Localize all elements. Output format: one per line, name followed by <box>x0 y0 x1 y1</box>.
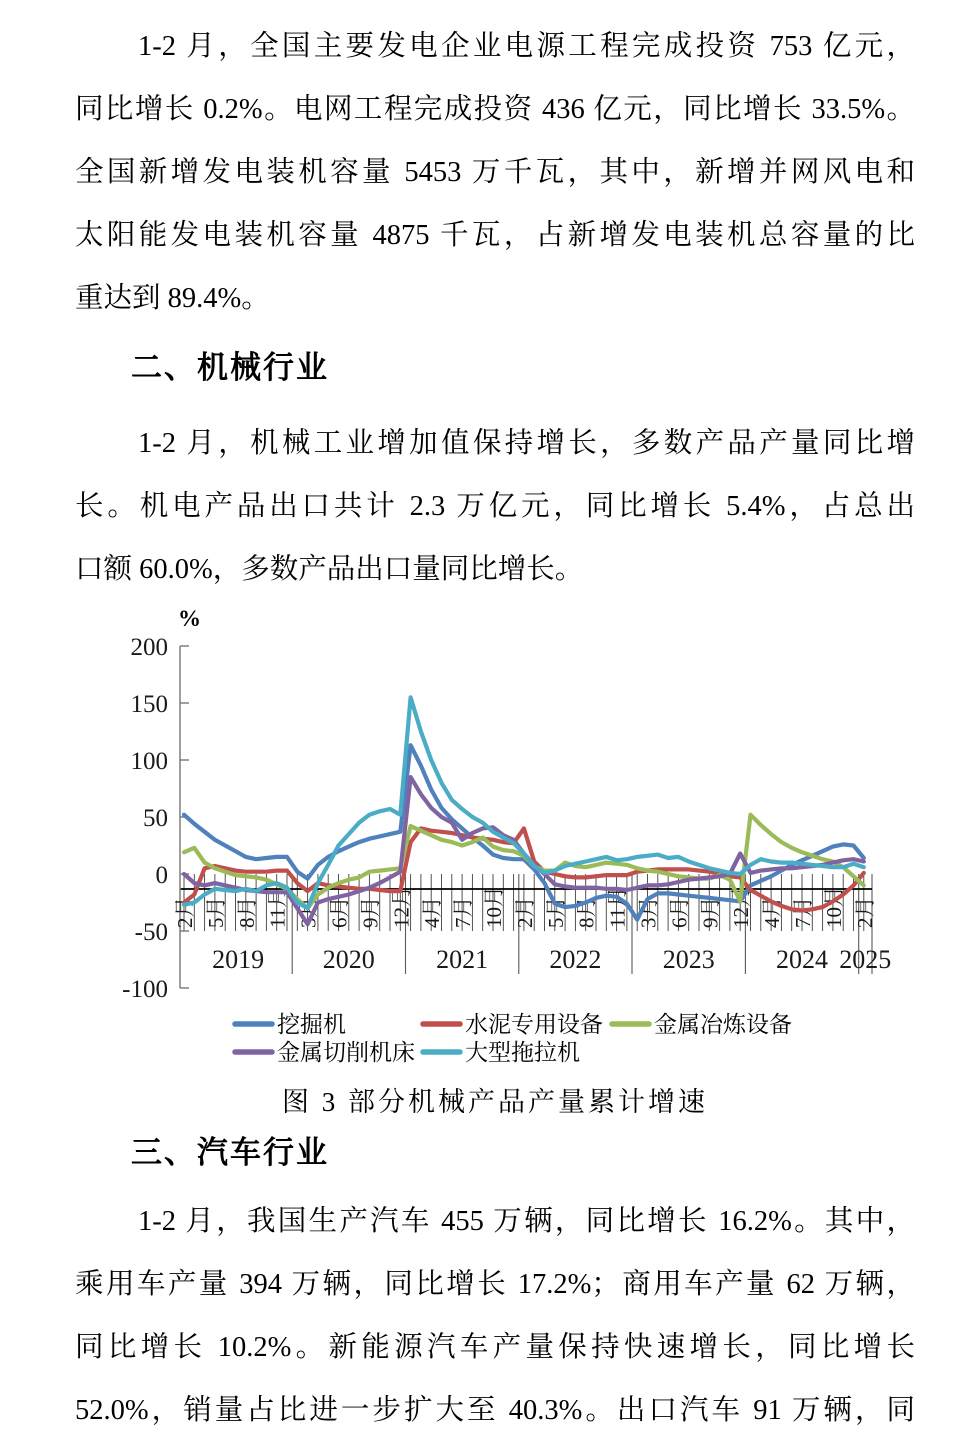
x-axis-month-label: 4月 <box>420 896 445 928</box>
x-axis-month-label: 9月 <box>358 896 383 928</box>
x-axis-month-label: 3月 <box>296 896 321 928</box>
x-axis-month-label: 6月 <box>327 896 352 928</box>
y-axis-label: 0 <box>155 862 168 889</box>
x-axis-month-label: 11月 <box>265 886 290 928</box>
x-axis-month-label: 9月 <box>698 896 723 928</box>
x-axis-month-label: 7月 <box>791 896 815 928</box>
text-line: 52.0%，销量占比进一步扩大至 40.3%。出口汽车 91 万辆，同 <box>75 1395 915 1426</box>
x-axis-month-label: 7月 <box>451 896 476 928</box>
y-axis-unit-label: % <box>178 606 201 631</box>
y-axis-label: 200 <box>130 634 168 661</box>
text-line: 1-2 月，全国主要发电企业电源工程完成投资 753 亿元， <box>138 31 915 62</box>
x-axis-month-label: 4月 <box>760 896 785 928</box>
text-line: 乘用车产量 394 万辆，同比增长 17.2%；商用车产量 62 万辆， <box>75 1269 915 1300</box>
text-line: 太阳能发电装机容量 4875 千瓦，占新增发电装机总容量的比 <box>75 220 915 251</box>
legend-label-metal-cutting-machine-tools: 金属切削机床 <box>277 1040 415 1065</box>
x-axis-month-label: 10月 <box>821 886 846 928</box>
section-heading-machinery: 二、机械行业 <box>131 350 329 385</box>
figure-caption: 图 3 部分机械产品产量累计增速 <box>282 1087 708 1117</box>
x-axis-month-label: 2月 <box>512 896 537 928</box>
x-axis-month-label: 10月 <box>482 886 506 928</box>
section-heading-auto: 三、汽车行业 <box>131 1135 329 1170</box>
x-axis-year-label: 2024 <box>776 945 828 974</box>
x-axis-month-label: 12月 <box>729 886 754 928</box>
figure-3-chart-area <box>100 596 910 1076</box>
y-axis-label: -100 <box>122 976 168 1003</box>
x-axis-month-label: 2月 <box>852 896 877 928</box>
x-axis-year-label: 2021 <box>436 945 489 974</box>
x-axis-month-label: 8月 <box>234 896 259 928</box>
x-axis-month-label: 11月 <box>605 886 630 928</box>
text-line: 长。机电产品出口共计 2.3 万亿元，同比增长 5.4%，占总出 <box>75 491 915 522</box>
x-axis-year-label: 2020 <box>322 945 375 974</box>
x-axis-month-label: 8月 <box>574 896 599 928</box>
text-line: 口额 60.0%，多数产品出口量同比增长。 <box>75 554 584 585</box>
y-axis-label: 50 <box>143 805 168 832</box>
y-axis-label: 100 <box>130 748 168 775</box>
text-line: 1-2 月，机械工业增加值保持增长，多数产品产量同比增 <box>138 428 915 459</box>
legend-label-excavator: 挖掘机 <box>277 1012 346 1037</box>
text-line: 1-2 月，我国生产汽车 455 万辆，同比增长 16.2%。其中， <box>138 1206 915 1237</box>
text-line: 同比增长 10.2%。新能源汽车产量保持快速增长，同比增长 <box>75 1332 915 1363</box>
paragraph-machinery <box>75 412 915 601</box>
text-line: 全国新增发电装机容量 5453 万千瓦，其中，新增并网风电和 <box>75 157 915 188</box>
legend-label-metal-smelting-equipment: 金属冶炼设备 <box>654 1012 792 1037</box>
x-axis-month-label: 2月 <box>173 896 197 928</box>
legend-label-cement-equipment: 水泥专用设备 <box>465 1012 603 1037</box>
x-axis-month-label: 6月 <box>667 896 692 928</box>
y-axis-label: -50 <box>134 919 168 946</box>
x-axis-year-label: 2022 <box>549 945 602 974</box>
x-axis-year-label: 2019 <box>212 945 265 974</box>
legend-label-large-tractor: 大型拖拉机 <box>465 1040 580 1065</box>
x-axis-year-label: 2025 <box>839 945 892 974</box>
paragraph-power-investment <box>75 15 915 330</box>
x-axis-month-label: 3月 <box>636 896 661 928</box>
x-axis-month-label: 12月 <box>389 886 414 928</box>
y-axis-label: 150 <box>130 691 168 718</box>
x-axis-month-label: 5月 <box>203 896 228 928</box>
text-line: 重达到 89.4%。 <box>75 283 270 314</box>
x-axis-month-label: 5月 <box>543 896 568 928</box>
paragraph-auto <box>75 1190 915 1442</box>
figure-3-chart <box>100 596 910 1076</box>
text-line: 同比增长 0.2%。电网工程完成投资 436 亿元，同比增长 33.5%。 <box>75 94 915 125</box>
x-axis-year-label: 2023 <box>662 945 715 974</box>
